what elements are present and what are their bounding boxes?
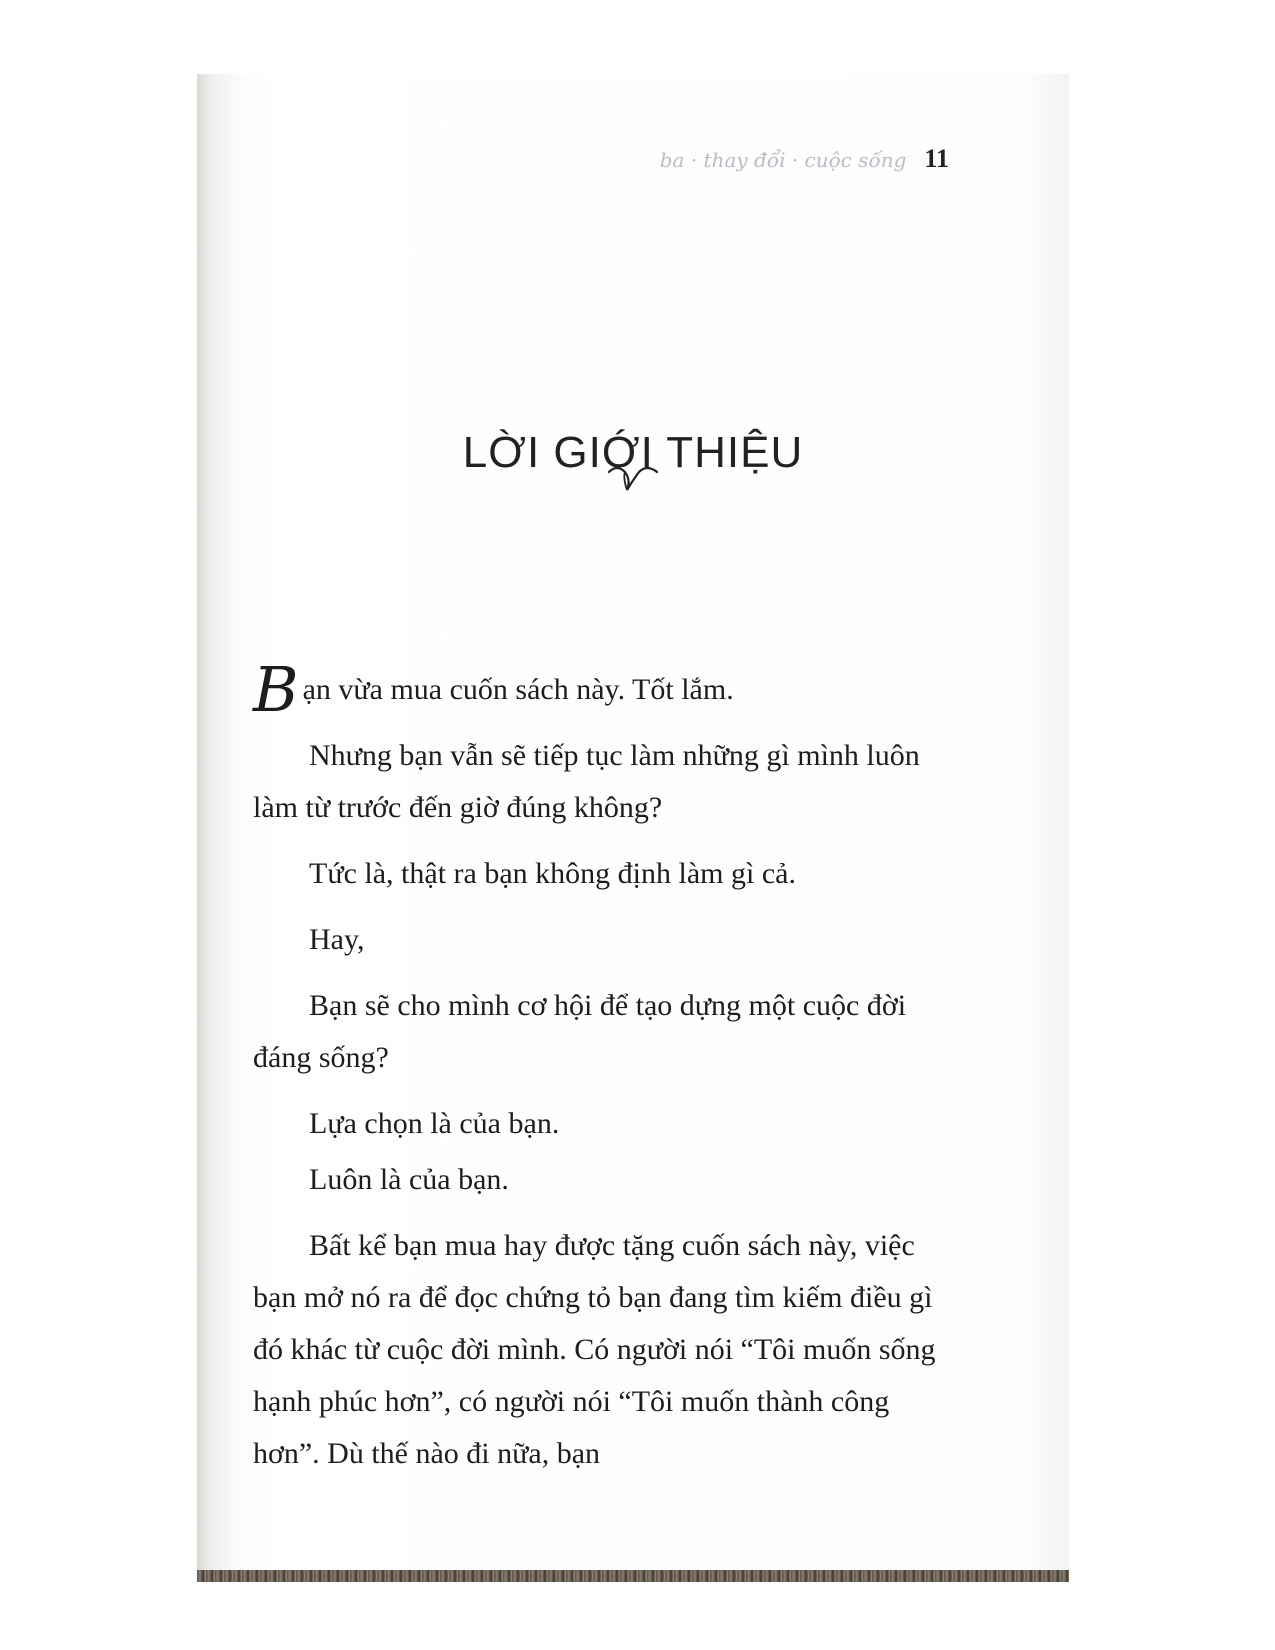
paragraph-7: Luôn là của bạn. (309, 1163, 509, 1196)
ornament-flourish-icon (603, 462, 663, 496)
paragraph-1-text: ạn vừa mua cuốn sách này. Tốt lắm. (302, 673, 734, 706)
page-edge (197, 1570, 1069, 1582)
running-title: ba · thay đổi · cuộc sống (659, 148, 907, 172)
drop-cap: B (253, 653, 299, 726)
paragraph-1 (253, 653, 953, 726)
paragraph-4: Hay, (309, 923, 365, 956)
paragraph-6: Lựa chọn là của bạn. (309, 1107, 560, 1140)
body-text (253, 653, 953, 1494)
book-page (197, 74, 1069, 1578)
paragraph-8: Bất kể bạn mua hay được tặng cuốn sách này, việc bạn mở nó ra để đọc chứng tỏ bạn đang tìm kiếm điều gì đó khác từ cuộc đời mình. Có người nói “Tôi muốn sống hạnh phúc hơn”, có người nói “Tôi muốn thành công hơn”. Dù thế nào đi nữa, bạn (253, 1229, 936, 1470)
running-head (660, 144, 949, 174)
chapter-title: LỜI GIỚI THIỆU (462, 428, 804, 478)
page-number: 11 (924, 144, 949, 173)
paragraph-2: Nhưng bạn vẫn sẽ tiếp tục làm những gì mình luôn làm từ trước đến giờ đúng không? (253, 739, 920, 824)
paragraph-5: Bạn sẽ cho mình cơ hội để tạo dựng một cuộc đời đáng sống? (253, 989, 907, 1074)
paragraph-3: Tức là, thật ra bạn không định làm gì cả. (309, 857, 796, 890)
